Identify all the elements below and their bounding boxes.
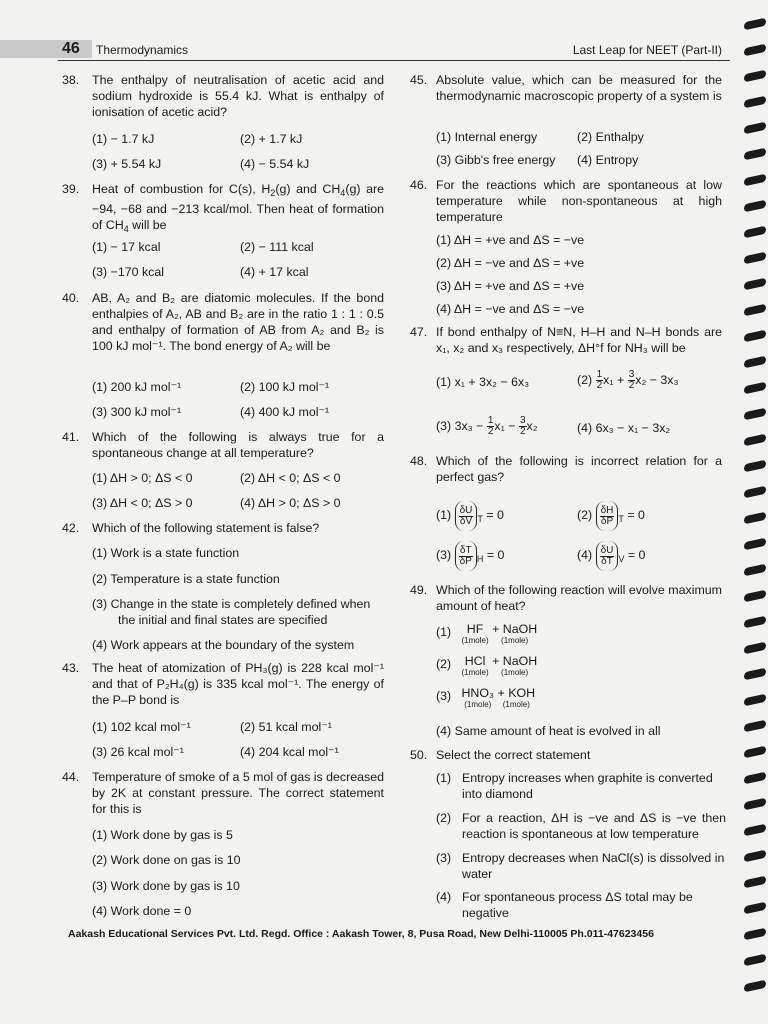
- binding-hole-icon: [744, 122, 766, 135]
- q48-option-3: (3) $\frac{\delta T}{\delta P}$ $_H$ = 0: [436, 540, 504, 574]
- question-text: Which of the following statement is false?: [92, 521, 320, 535]
- binding-hole-icon: [744, 486, 766, 499]
- q50-option-2: (2) For a reaction, ΔH is −ve and ΔS is −ve then reaction is spontaneous at low temperature: [436, 811, 726, 841]
- question-text: Heat of combustion for C(s), $H_2(g)$ and $CH_4(g)$ are −94, −68 and −213 kcal/mol. Then heat of formation of $CH_4$ will be: [92, 182, 384, 234]
- question-text: If bond enthalpy of N≡N, H–H and N–H bonds are x₁, x₂ and x₃ respectively, ΔH°f for NH₃ will be: [436, 325, 722, 355]
- q50-option-4: (4) For spontaneous process ΔS total may be negative: [436, 890, 693, 920]
- question-text: Which of the following reaction will evolve maximum amount of heat?: [436, 583, 722, 613]
- question-text: Select the correct statement: [436, 748, 591, 762]
- binding-hole-icon: [744, 174, 766, 187]
- q42-option-2: (2) Temperature is a state function: [92, 572, 280, 586]
- binding-hole-icon: [744, 330, 766, 343]
- question-number: 47.: [410, 325, 428, 339]
- q41-option-1: (1) ΔH > 0; ΔS < 0: [92, 471, 193, 485]
- question-text: Which of the following is incorrect relation for a perfect gas?: [436, 454, 722, 484]
- q41-option-4: (4) ΔH > 0; ΔS > 0: [240, 496, 341, 510]
- q42-option-3: (3) Change in the state is completely defined when the initial and final states are specified: [92, 597, 371, 627]
- q40-option-4: (4) 400 kJ mol⁻¹: [240, 405, 330, 419]
- fraction: $\frac{3}{2}$: [519, 415, 526, 438]
- q41-option-3: (3) ΔH < 0; ΔS > 0: [92, 496, 193, 510]
- binding-hole-icon: [744, 824, 766, 837]
- fraction: $\frac{1}{2}$: [487, 415, 494, 438]
- question-number: 48.: [410, 454, 428, 468]
- q43-option-1: (1) 102 kcal mol⁻¹: [92, 720, 191, 734]
- binding-hole-icon: [744, 850, 766, 863]
- q40-option-1: (1) 200 kJ mol⁻¹: [92, 380, 182, 394]
- binding-hole-icon: [744, 798, 766, 811]
- binding-hole-icon: [744, 226, 766, 239]
- binding-hole-icon: [744, 70, 766, 83]
- q42-option-4: (4) Work appears at the boundary of the system: [92, 638, 355, 652]
- q39-option-3: (3) −170 kcal: [92, 265, 164, 279]
- binding-hole-icon: [744, 96, 766, 109]
- binding-hole-icon: [744, 564, 766, 577]
- binding-hole-icon: [744, 590, 766, 603]
- question-text: The enthalpy of neutralisation of acetic acid and sodium hydroxide is 55.4 kJ. What is enthalpy of ionisation of acetic acid?: [92, 73, 384, 119]
- binding-hole-icon: [744, 772, 766, 785]
- question-number: 39.: [62, 182, 80, 196]
- q46-option-3: (3) ΔH = +ve and ΔS = +ve: [436, 279, 585, 293]
- spiral-binding: [734, 20, 768, 1020]
- q44-option-1: (1) Work done by gas is 5: [92, 828, 233, 842]
- q46-option-2: (2) ΔH = −ve and ΔS = +ve: [436, 256, 585, 270]
- fraction: $\frac{1}{2}$: [596, 369, 603, 392]
- q39-option-2: (2) − 111 kcal: [240, 240, 314, 254]
- binding-hole-icon: [744, 44, 766, 57]
- q39-option-4: (4) + 17 kcal: [240, 265, 309, 279]
- q44-option-4: (4) Work done = 0: [92, 904, 192, 918]
- question-number: 49.: [410, 583, 428, 597]
- binding-hole-icon: [744, 200, 766, 213]
- question-number: 45.: [410, 73, 428, 87]
- q49-option-3: (3) HNO₃ (1mole) + KOH (1mole): [436, 686, 536, 709]
- q47-option-2: (2) $\frac{1}{2}$ x₁ + $\frac{3}{2}$ x₂ − 3x₃: [577, 369, 679, 392]
- q45-option-1: (1) Internal energy: [436, 130, 538, 144]
- binding-hole-icon: [744, 668, 766, 681]
- question-text: For the reactions which are spontaneous at low temperature while non-spontaneous at high temperature: [436, 178, 722, 224]
- question-number: 43.: [62, 661, 80, 675]
- question-text: Which of the following is always true for a spontaneous change at all temperature?: [92, 430, 384, 460]
- binding-hole-icon: [744, 538, 766, 551]
- binding-hole-icon: [744, 928, 766, 941]
- binding-hole-icon: [744, 252, 766, 265]
- binding-hole-icon: [744, 434, 766, 447]
- q38-option-3: (3) + 5.54 kJ: [92, 157, 162, 171]
- q50-option-3: (3) Entropy decreases when NaCl(s) is dissolved in water: [436, 851, 725, 881]
- q45-option-2: (2) Enthalpy: [577, 130, 644, 144]
- q46-option-4: (4) ΔH = −ve and ΔS = −ve: [436, 302, 585, 316]
- binding-hole-icon: [744, 408, 766, 421]
- q40-option-2: (2) 100 kJ mol⁻¹: [240, 380, 330, 394]
- question-number: 44.: [62, 770, 80, 784]
- binding-hole-icon: [744, 876, 766, 889]
- question-number: 38.: [62, 73, 80, 87]
- question-text: The heat of atomization of PH₃(g) is 228 kcal mol⁻¹ and that of P₂H₄(g) is 335 kcal mol⁻¹. The energy of the P–P bond is: [92, 661, 384, 707]
- q47-option-4: (4) 6x₃ − x₁ − 3x₂: [577, 421, 671, 435]
- q42-option-1: (1) Work is a state function: [92, 546, 240, 560]
- binding-hole-icon: [744, 616, 766, 629]
- q38-option-2: (2) + 1.7 kJ: [240, 132, 303, 146]
- question-number: 42.: [62, 521, 80, 535]
- q41-option-2: (2) ΔH < 0; ΔS < 0: [240, 471, 341, 485]
- question-number: 50.: [410, 748, 428, 762]
- question-text: Absolute value, which can be measured for the thermodynamic macroscopic property of a system is: [436, 73, 722, 103]
- q38-option-4: (4) − 5.54 kJ: [240, 157, 310, 171]
- binding-hole-icon: [744, 18, 766, 31]
- binding-hole-icon: [744, 460, 766, 473]
- q47-option-1: (1) x₁ + 3x₂ − 6x₃: [436, 375, 530, 389]
- q45-option-4: (4) Entropy: [577, 153, 639, 167]
- binding-hole-icon: [744, 512, 766, 525]
- binding-hole-icon: [744, 954, 766, 967]
- q43-option-4: (4) 204 kcal mol⁻¹: [240, 745, 339, 759]
- page-number: 46: [62, 40, 80, 57]
- q44-option-2: (2) Work done on gas is 10: [92, 853, 241, 867]
- page-footer: Aakash Educational Services Pvt. Ltd. Regd. Office : Aakash Tower, 8, Pusa Road, New Delhi-110005 Ph.011-47623456: [68, 928, 654, 940]
- question-number: 40.: [62, 291, 80, 305]
- fraction: $\frac{3}{2}$: [628, 369, 635, 392]
- header-rule: [58, 60, 730, 61]
- binding-hole-icon: [744, 382, 766, 395]
- binding-hole-icon: [744, 980, 766, 993]
- q43-option-3: (3) 26 kcal mol⁻¹: [92, 745, 184, 759]
- binding-hole-icon: [744, 356, 766, 369]
- binding-hole-icon: [744, 148, 766, 161]
- q45-option-3: (3) Gibb's free energy: [436, 153, 556, 167]
- q50-option-1: (1) Entropy increases when graphite is converted into diamond: [436, 771, 713, 801]
- q40-option-3: (3) 300 kJ mol⁻¹: [92, 405, 182, 419]
- question-text: AB, A₂ and B₂ are diatomic molecules. If the bond enthalpies of A₂, AB and B₂ are in the ratio 1 : 1 : 0.5 and enthalpy of formation of AB from A₂ and B₂ is 100 kJ mol⁻¹. The bond energy of A₂ will be: [92, 291, 384, 353]
- q38-option-1: (1) − 1.7 kJ: [92, 132, 155, 146]
- binding-hole-icon: [744, 304, 766, 317]
- q43-option-2: (2) 51 kcal mol⁻¹: [240, 720, 332, 734]
- question-number: 41.: [62, 430, 80, 444]
- q46-option-1: (1) ΔH = +ve and ΔS = −ve: [436, 233, 585, 247]
- page-number-box: [0, 40, 92, 58]
- binding-hole-icon: [744, 642, 766, 655]
- question-number: 46.: [410, 178, 428, 192]
- page-header: [0, 40, 730, 60]
- q48-option-4: (4) $\frac{\delta U}{\delta T}$ $_V$ = 0: [577, 540, 645, 574]
- binding-hole-icon: [744, 902, 766, 915]
- q39-option-1: (1) − 17 kcal: [92, 240, 161, 254]
- q49-option-1: (1) HF (1mole) + NaOH (1mole): [436, 622, 538, 645]
- q48-option-2: (2) $\frac{\delta H}{\delta P}$ $_T$ = 0: [577, 500, 645, 534]
- binding-hole-icon: [744, 720, 766, 733]
- binding-hole-icon: [744, 746, 766, 759]
- binding-hole-icon: [744, 694, 766, 707]
- q49-option-4: (4) Same amount of heat is evolved in all: [436, 724, 661, 738]
- q49-option-2: (2) HCl (1mole) + NaOH (1mole): [436, 654, 538, 677]
- q48-option-1: (1) $\frac{\delta U}{\delta V}$ $_T$ = 0: [436, 500, 504, 534]
- book-title: Last Leap for NEET (Part-II): [572, 43, 722, 57]
- q44-option-3: (3) Work done by gas is 10: [92, 879, 240, 893]
- q47-option-3: (3) 3x₃ − $\frac{1}{2}$ x₁ − $\frac{3}{2}$ x₂: [436, 415, 538, 438]
- binding-hole-icon: [744, 278, 766, 291]
- question-text: Temperature of smoke of a 5 mol of gas is decreased by 2K at constant pressure. The correct statement for this is: [92, 770, 385, 816]
- section-title: Thermodynamics: [96, 43, 189, 57]
